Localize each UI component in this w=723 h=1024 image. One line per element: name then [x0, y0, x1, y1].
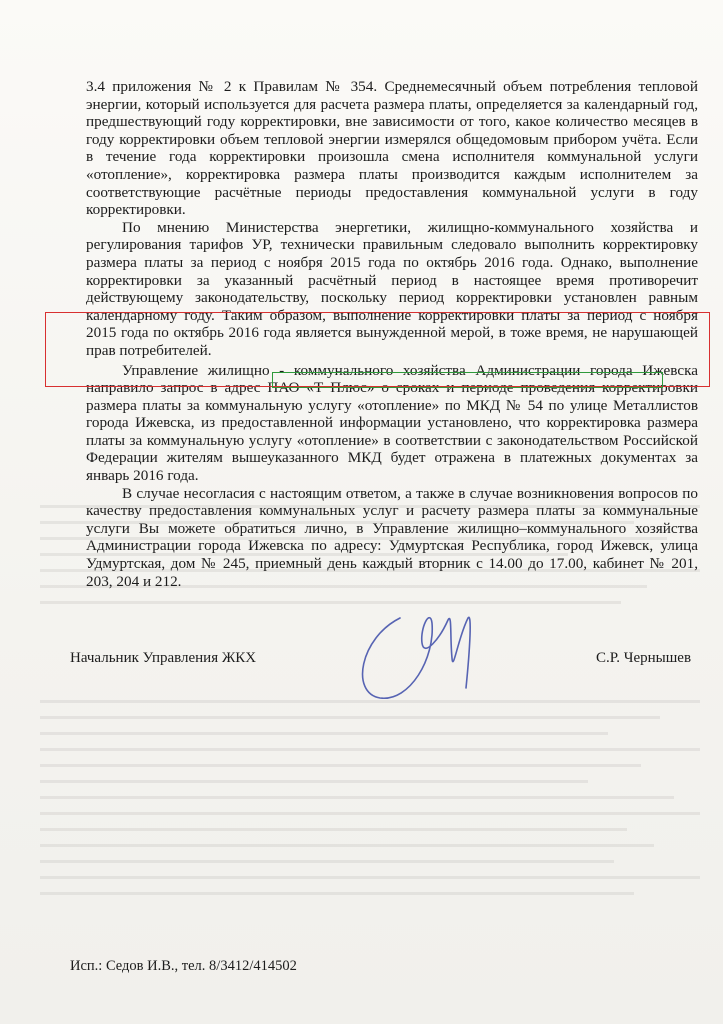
bleed-through-lines [40, 700, 700, 908]
paragraph-2: По мнению Министерства энергетики, жилищно-коммунального хозяйства и регулирования тарифов УР, технически правильным следовало выполнить корректировку размера платы за период с ноября 2015 года по октябрь 2016 года. Однако, выполнение корректировки за указанный расчётный период в настоящее время противоречит действующему законодательству, поскольку период корректировки установлен равным календарному году. Таким образом, выполнение корректировки платы за период с ноября 2015 года по октябрь 2016 года является вынужденной мерой, в тоже время, не нарушающей прав потребителей. [86, 218, 698, 359]
highlighted-phrase: будет отражена в платежных документах за январь 2016 года. [86, 449, 699, 485]
paragraph-1: 3.4 приложения № 2 к Правилам № 354. Среднемесячный объем потребления тепловой энергии, который используется для расчета размера платы, определяется за календарный год, предшествующий году корректировки, вне зависимости от того, какое количество месяцев в году корректировки объем тепловой энергии измерялся общедомовым прибором учёта. Если в течение года корректировки произошла смена исполнителя коммунальной услуги «отопление», корректировка размера платы производится каждым исполнителем за соответствующие расчётные периоды предоставления коммунальной услуги в году корректировки. [86, 78, 698, 219]
handwritten-signature [340, 598, 490, 708]
green-highlight-box [272, 372, 663, 388]
signatory-position: Начальник Управления ЖКХ [70, 650, 257, 666]
paragraph-3-text: Управление жилищно - коммунального хозяйства Администрации города Ижевска направило запрос в адрес ПАО «Т Плюс» о сроках и периоде проведения корректировки размера платы за коммунальную услугу «отопление» по МКД № 54 по улице Металлистов города Ижевска, из предоставленной информации установлено, что корректировка размера платы за коммунальную услугу «отопление» в соответствии с законодательством Российской Федерации жителям вышеуказанного МКД [86, 361, 698, 467]
signatory-name: С.Р. Чернышев [596, 650, 692, 666]
executor-contact: Исп.: Седов И.В., тел. 8/3412/414502 [70, 958, 297, 974]
paragraph-4: В случае несогласия с настоящим ответом, а также в случае возникновения вопросов по качеству предоставления коммунальных услуг и расчету размера платы за коммунальные услуги Вы можете обратиться лично, в Управление жилищно–коммунального хозяйства Администрации города Ижевска по адресу: Удмуртская Республика, город Ижевск, улица Удмуртская, дом № 245, приемный день каждый вторник с 14.00 до 17.00, кабинет № 201, 203, 204 и 212. [86, 484, 698, 590]
